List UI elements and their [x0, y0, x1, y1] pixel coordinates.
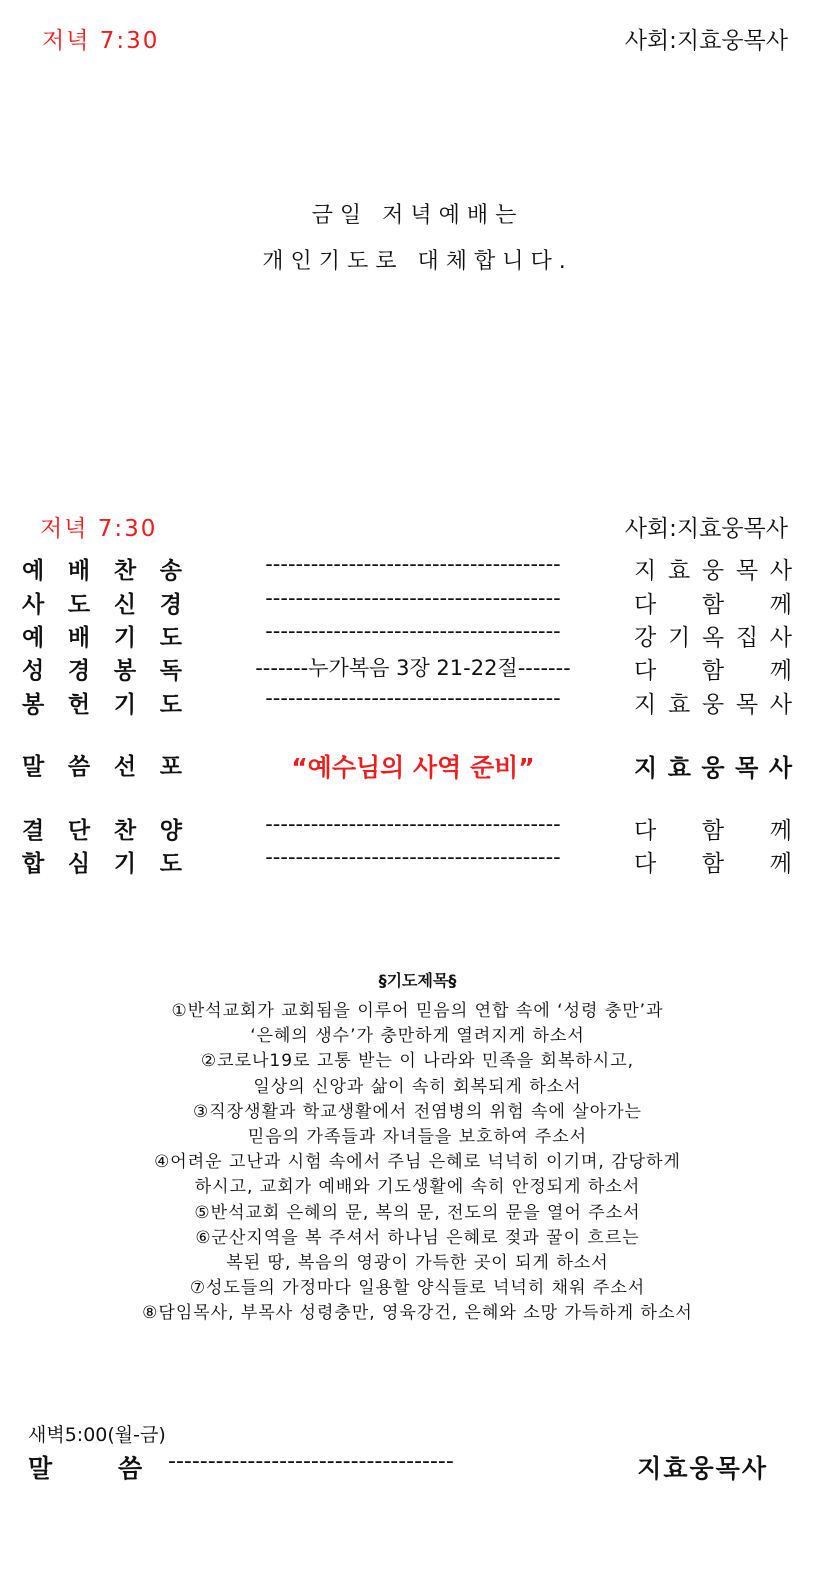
- order-item-leader: [634, 552, 792, 585]
- order-item-label: [22, 586, 182, 619]
- label-char: 배: [67, 625, 91, 651]
- prayer-line: ⑧담임목사, 부목사 성령충만, 영육강건, 은혜와 소망 가득하게 하소서: [142, 1303, 693, 1324]
- order-item-label: [22, 845, 182, 878]
- sermon-title: “예수님의 사역 준비”: [291, 753, 535, 782]
- leader-char: 사: [769, 625, 792, 651]
- prayer-line: ⑤반석교회 은혜의 문, 복의 문, 전도의 문을 열어 주소서: [194, 1202, 641, 1223]
- label-char: 기: [113, 625, 137, 651]
- label-char: 배: [67, 558, 91, 584]
- leader-char: 강: [634, 625, 657, 651]
- order-row: [22, 652, 792, 684]
- leader-char: 지: [634, 692, 657, 718]
- label-char: 포: [159, 754, 182, 780]
- prayer-line: 일상의 신앙과 삶이 속히 회복되게 하소서: [253, 1076, 582, 1097]
- leader-char: 옥: [701, 625, 725, 651]
- label-char: 예: [22, 625, 45, 651]
- leader-char: 함: [701, 592, 725, 618]
- order-item-leader: [634, 652, 792, 685]
- order-presider: 사회:지효웅목사: [624, 516, 788, 542]
- label-char: 신: [113, 592, 137, 618]
- leader-char: 함: [701, 658, 725, 684]
- label-char: 양: [159, 818, 182, 844]
- prayer-line: ⑦성도들의 가정마다 일용할 양식들로 넉넉히 채워 주소서: [189, 1278, 646, 1299]
- order-item-dashes: -------누가복음 3장 21-22절-------: [255, 656, 571, 680]
- order-row: [22, 845, 792, 877]
- order-item-leader: [634, 845, 792, 878]
- leader-char: 께: [769, 818, 792, 844]
- order-row: [22, 586, 792, 618]
- order-row: [22, 552, 792, 584]
- order-row: [22, 619, 792, 651]
- leader-char: 함: [701, 851, 725, 877]
- leader-char: 웅: [701, 692, 725, 718]
- leader-char: 효: [667, 692, 691, 718]
- leader-char: 사: [769, 692, 792, 718]
- label-char: 심: [67, 851, 91, 877]
- prayer-line: ④어려운 고난과 시험 속에서 주님 은혜로 넉넉히 이기며, 감당하게: [154, 1152, 681, 1173]
- prayer-line: ⑥군산지역을 복 주셔서 하나님 은혜로 젖과 꿀이 흐르는: [195, 1227, 640, 1248]
- prayer-title: §기도제목§: [378, 971, 457, 990]
- leader-char: 사: [768, 754, 792, 782]
- leader-char: 다: [634, 851, 657, 877]
- label-char: 도: [159, 625, 182, 651]
- dawn-dashes: ------------------------------------: [168, 1449, 454, 1474]
- prayer-line: ①반석교회가 교회됨을 이루어 믿음의 연합 속에 ‘성령 충만’과: [171, 1001, 664, 1021]
- leader-char: 웅: [701, 558, 725, 584]
- label-char: 도: [159, 692, 182, 718]
- leader-char: 다: [634, 592, 657, 618]
- prayer-line: 복된 땅, 복음의 영광이 가득한 곳이 되게 하소서: [226, 1253, 609, 1273]
- order-row: [22, 812, 792, 844]
- order-item-dashes: ---------------------------------------: [265, 586, 561, 610]
- label-char: 도: [67, 592, 91, 618]
- prayer-line: ‘은혜의 생수’가 충만하게 열려지게 하소서: [250, 1026, 585, 1047]
- label-char: 씀: [67, 754, 91, 780]
- label-char: 말: [22, 754, 45, 780]
- label-char: 도: [159, 851, 182, 877]
- order-item-leader: [634, 748, 792, 783]
- label-char: 사: [22, 592, 45, 618]
- prayer-line: ②코로나19로 고통 받는 이 나라와 민족을 회복하시고,: [200, 1051, 635, 1072]
- label-char: 경: [159, 592, 182, 618]
- leader-char: 목: [735, 558, 759, 584]
- order-item-dashes: ---------------------------------------: [265, 619, 561, 643]
- leader-char: 효: [667, 754, 691, 782]
- label-char: 단: [67, 818, 91, 844]
- order-item-dashes: ---------------------------------------: [265, 812, 561, 836]
- evening-time: 저녁 7:30: [42, 28, 160, 54]
- label-char: 기: [113, 692, 137, 718]
- label-char: 경: [67, 658, 91, 684]
- order-item-label: [22, 686, 182, 719]
- notice-line-2: 개인기도로 대체합니다.: [262, 249, 573, 274]
- leader-char: 사: [769, 558, 792, 584]
- label-char: 봉: [22, 692, 45, 718]
- label-char: 기: [113, 851, 137, 877]
- leader-char: 께: [769, 851, 792, 877]
- label-char: 헌: [67, 692, 91, 718]
- leader-char: 함: [701, 818, 725, 844]
- leader-char: 다: [634, 658, 657, 684]
- label-char: 찬: [113, 818, 137, 844]
- leader-char: 지: [634, 558, 657, 584]
- label-char: 예: [22, 558, 45, 584]
- label-char: 송: [159, 558, 182, 584]
- order-item-label: [22, 812, 182, 845]
- label-char: 찬: [113, 558, 137, 584]
- leader-char: 웅: [701, 754, 725, 782]
- leader-char: 께: [769, 658, 792, 684]
- leader-char: 효: [667, 558, 691, 584]
- prayer-line: 하시고, 교회가 예배와 기도생활에 속히 안정되게 하소서: [194, 1177, 641, 1198]
- order-item-leader: [634, 686, 792, 719]
- notice-line-1: 금일 저녁예배는: [311, 203, 524, 228]
- order-item-dashes: ---------------------------------------: [265, 686, 561, 710]
- order-item-leader: [634, 619, 792, 652]
- order-item-dashes: ---------------------------------------: [265, 845, 561, 869]
- order-item-label: [22, 652, 182, 685]
- label-char: 결: [22, 818, 45, 844]
- label-char: 성: [22, 658, 45, 684]
- label-char: 합: [22, 851, 45, 877]
- order-time: 저녁 7:30: [40, 516, 158, 542]
- order-item-leader: [634, 812, 792, 845]
- dawn-sermon-row: [28, 1449, 768, 1485]
- leader-char: 목: [735, 692, 759, 718]
- order-item-dashes: ---------------------------------------: [265, 552, 561, 576]
- leader-char: 목: [735, 754, 759, 782]
- leader-char: 다: [634, 818, 657, 844]
- label-char: 봉: [113, 658, 137, 684]
- dawn-preacher: 지효웅목사: [637, 1454, 768, 1483]
- dawn-label-1: 말: [28, 1454, 53, 1483]
- label-char: 선: [113, 754, 137, 780]
- order-row: [22, 748, 792, 780]
- prayer-line: 믿음의 가족들과 자녀들을 보호하여 주소서: [247, 1127, 588, 1147]
- order-item-label: [22, 619, 182, 652]
- leader-char: 지: [634, 754, 658, 782]
- leader-char: 집: [735, 625, 759, 651]
- label-char: 독: [159, 658, 182, 684]
- prayer-line: ③직장생활과 학교생활에서 전염병의 위험 속에 살아가는: [193, 1101, 642, 1122]
- order-row: [22, 686, 792, 718]
- order-item-leader: [634, 586, 792, 619]
- order-item-label: [22, 552, 182, 585]
- leader-char: 께: [769, 592, 792, 618]
- presider: 사회:지효웅목사: [624, 28, 788, 54]
- order-item-label: [22, 748, 182, 781]
- dawn-time: 새벽5:00(월-금): [28, 1424, 166, 1446]
- leader-char: 기: [667, 625, 691, 651]
- dawn-label-2: 씀: [118, 1454, 143, 1483]
